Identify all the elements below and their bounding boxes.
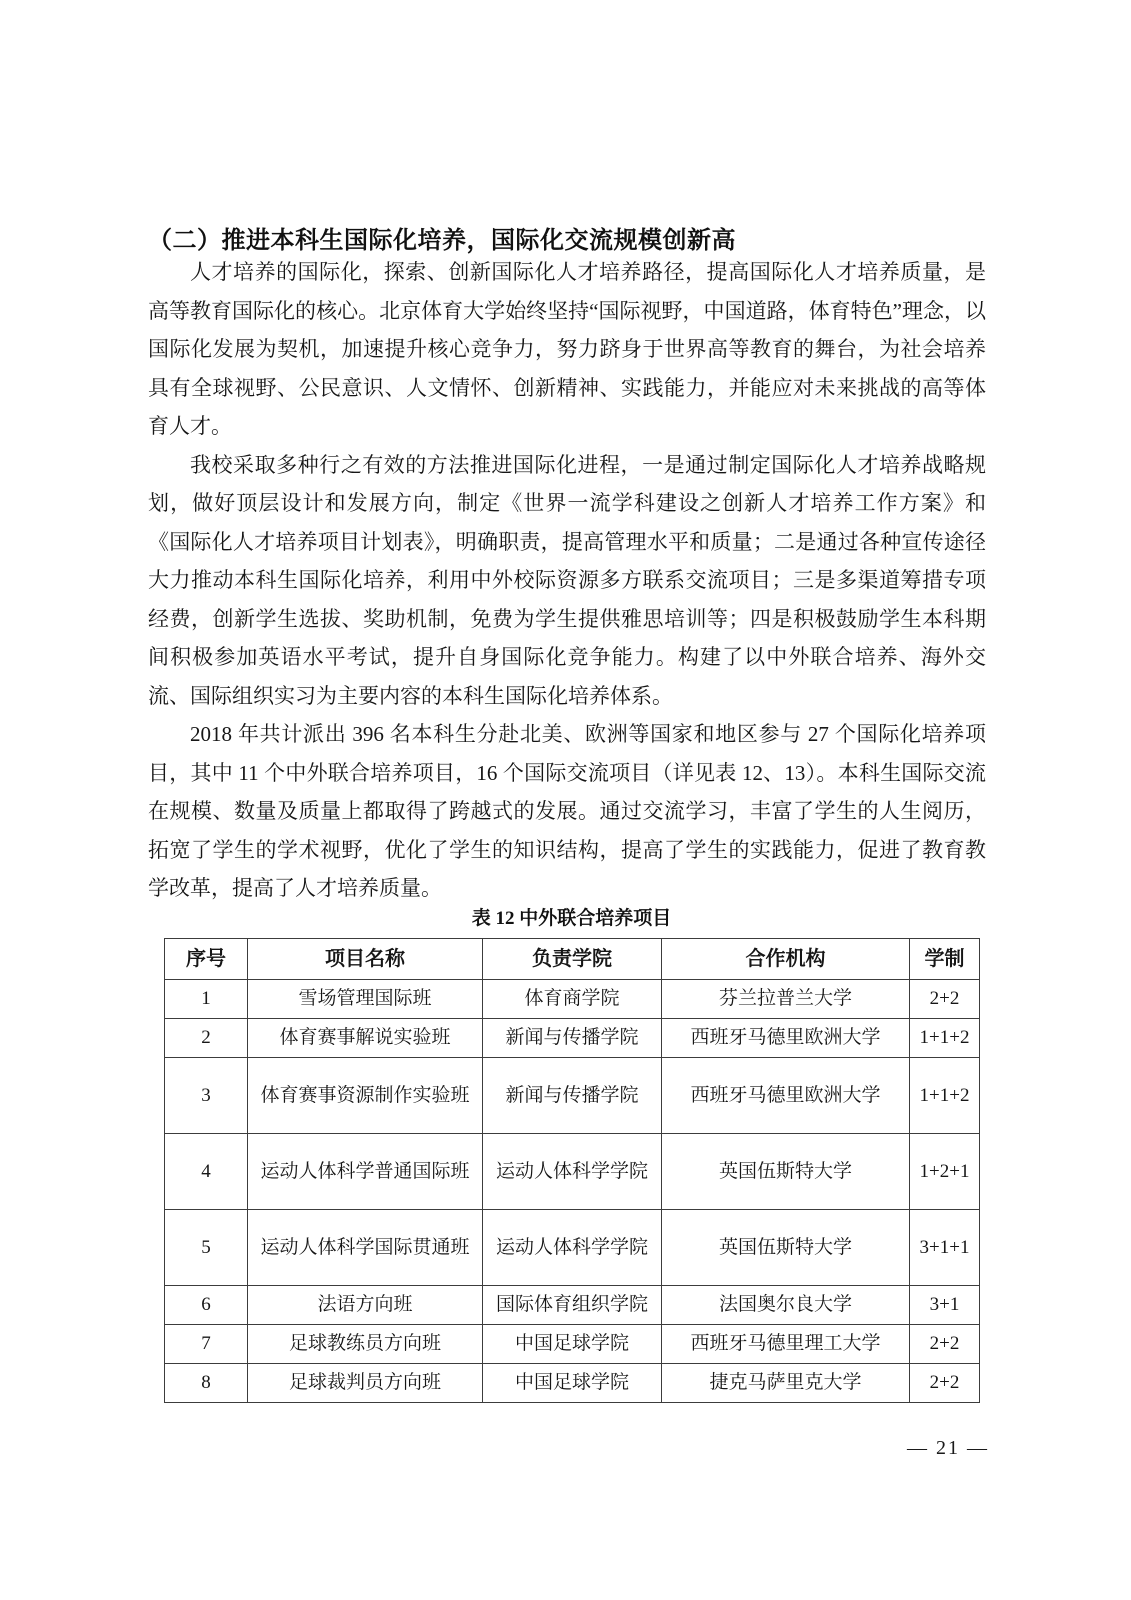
project-name-cell: 法语方向班	[248, 1286, 483, 1325]
row-number-cell: 8	[165, 1364, 248, 1403]
duration-cell: 3+1	[910, 1286, 980, 1325]
duration-cell: 1+1+2	[910, 1019, 980, 1058]
partner-cell: 西班牙马德里欧洲大学	[662, 1058, 910, 1134]
partner-cell: 芬兰拉普兰大学	[662, 980, 910, 1019]
header-partner: 合作机构	[662, 939, 910, 980]
college-cell: 国际体育组织学院	[483, 1286, 662, 1325]
section-heading: （二）推进本科生国际化培养，国际化交流规模创新高	[148, 226, 736, 254]
project-name-cell: 体育赛事资源制作实验班	[248, 1058, 483, 1134]
page-number: — 21 —	[907, 1437, 989, 1459]
row-number-cell: 6	[165, 1286, 248, 1325]
body-text	[148, 253, 986, 908]
project-name-cell: 足球教练员方向班	[248, 1325, 483, 1364]
table-row	[165, 1286, 980, 1325]
table-row	[165, 1134, 980, 1210]
college-cell: 体育商学院	[483, 980, 662, 1019]
table-row	[165, 1364, 980, 1403]
partner-cell: 法国奥尔良大学	[662, 1286, 910, 1325]
table-row	[165, 980, 980, 1019]
row-number-cell: 5	[165, 1210, 248, 1286]
table-header-row	[165, 939, 980, 980]
table-row	[165, 1210, 980, 1286]
table-row	[165, 1058, 980, 1134]
paragraph-3: 2018 年共计派出 396 名本科生分赴北美、欧洲等国家和地区参与 27 个国际化培养项目，其中 11 个中外联合培养项目，16 个国际交流项目（详见表 12、13）。本科生国际交流在规模、数量及质量上都取得了跨越式的发展。通过交流学习，丰富了学生的人生阅历，拓宽了学生的学术视野，优化了学生的知识结构，提高了学生的实践能力，促进了教育教学改革，提高了人才培养质量。	[148, 722, 986, 900]
college-cell: 新闻与传播学院	[483, 1019, 662, 1058]
college-cell: 运动人体科学学院	[483, 1134, 662, 1210]
project-name-cell: 雪场管理国际班	[248, 980, 483, 1019]
college-cell: 新闻与传播学院	[483, 1058, 662, 1134]
header-college: 负责学院	[483, 939, 662, 980]
project-name-cell: 足球裁判员方向班	[248, 1364, 483, 1403]
paragraph-1: 人才培养的国际化，探索、创新国际化人才培养路径，提高国际化人才培养质量，是高等教育国际化的核心。北京体育大学始终坚持“国际视野，中国道路，体育特色”理念，以国际化发展为契机，加速提升核心竞争力，努力跻身于世界高等教育的舞台，为社会培养具有全球视野、公民意识、人文情怀、创新精神、实践能力，并能应对未来挑战的高等体育人才。	[148, 260, 986, 438]
header-row-number: 序号	[165, 939, 248, 980]
partner-cell: 英国伍斯特大学	[662, 1134, 910, 1210]
table-row	[165, 1325, 980, 1364]
row-number-cell: 4	[165, 1134, 248, 1210]
college-cell: 运动人体科学学院	[483, 1210, 662, 1286]
duration-cell: 1+1+2	[910, 1058, 980, 1134]
joint-training-table	[164, 938, 980, 1403]
table-row	[165, 1019, 980, 1058]
partner-cell: 捷克马萨里克大学	[662, 1364, 910, 1403]
college-cell: 中国足球学院	[483, 1364, 662, 1403]
duration-cell: 3+1+1	[910, 1210, 980, 1286]
duration-cell: 1+2+1	[910, 1134, 980, 1210]
project-name-cell: 运动人体科学普通国际班	[248, 1134, 483, 1210]
row-number-cell: 1	[165, 980, 248, 1019]
header-duration: 学制	[910, 939, 980, 980]
row-number-cell: 3	[165, 1058, 248, 1134]
duration-cell: 2+2	[910, 980, 980, 1019]
college-cell: 中国足球学院	[483, 1325, 662, 1364]
header-project-name: 项目名称	[248, 939, 483, 980]
project-name-cell: 体育赛事解说实验班	[248, 1019, 483, 1058]
duration-cell: 2+2	[910, 1364, 980, 1403]
row-number-cell: 2	[165, 1019, 248, 1058]
partner-cell: 西班牙马德里欧洲大学	[662, 1019, 910, 1058]
duration-cell: 2+2	[910, 1325, 980, 1364]
partner-cell: 西班牙马德里理工大学	[662, 1325, 910, 1364]
project-name-cell: 运动人体科学国际贯通班	[248, 1210, 483, 1286]
row-number-cell: 7	[165, 1325, 248, 1364]
table-caption: 表 12 中外联合培养项目	[471, 908, 672, 929]
partner-cell: 英国伍斯特大学	[662, 1210, 910, 1286]
paragraph-2: 我校采取多种行之有效的方法推进国际化进程，一是通过制定国际化人才培养战略规划，做好顶层设计和发展方向，制定《世界一流学科建设之创新人才培养工作方案》和《国际化人才培养项目计划表》，明确职责，提高管理水平和质量；二是通过各种宣传途径大力推动本科生国际化培养，利用中外校际资源多方联系交流项目；三是多渠道筹措专项经费，创新学生选拔、奖助机制，免费为学生提供雅思培训等；四是积极鼓励学生本科期间积极参加英语水平考试，提升自身国际化竞争能力。构建了以中外联合培养、海外交流、国际组织实习为主要内容的本科生国际化培养体系。	[148, 452, 986, 708]
